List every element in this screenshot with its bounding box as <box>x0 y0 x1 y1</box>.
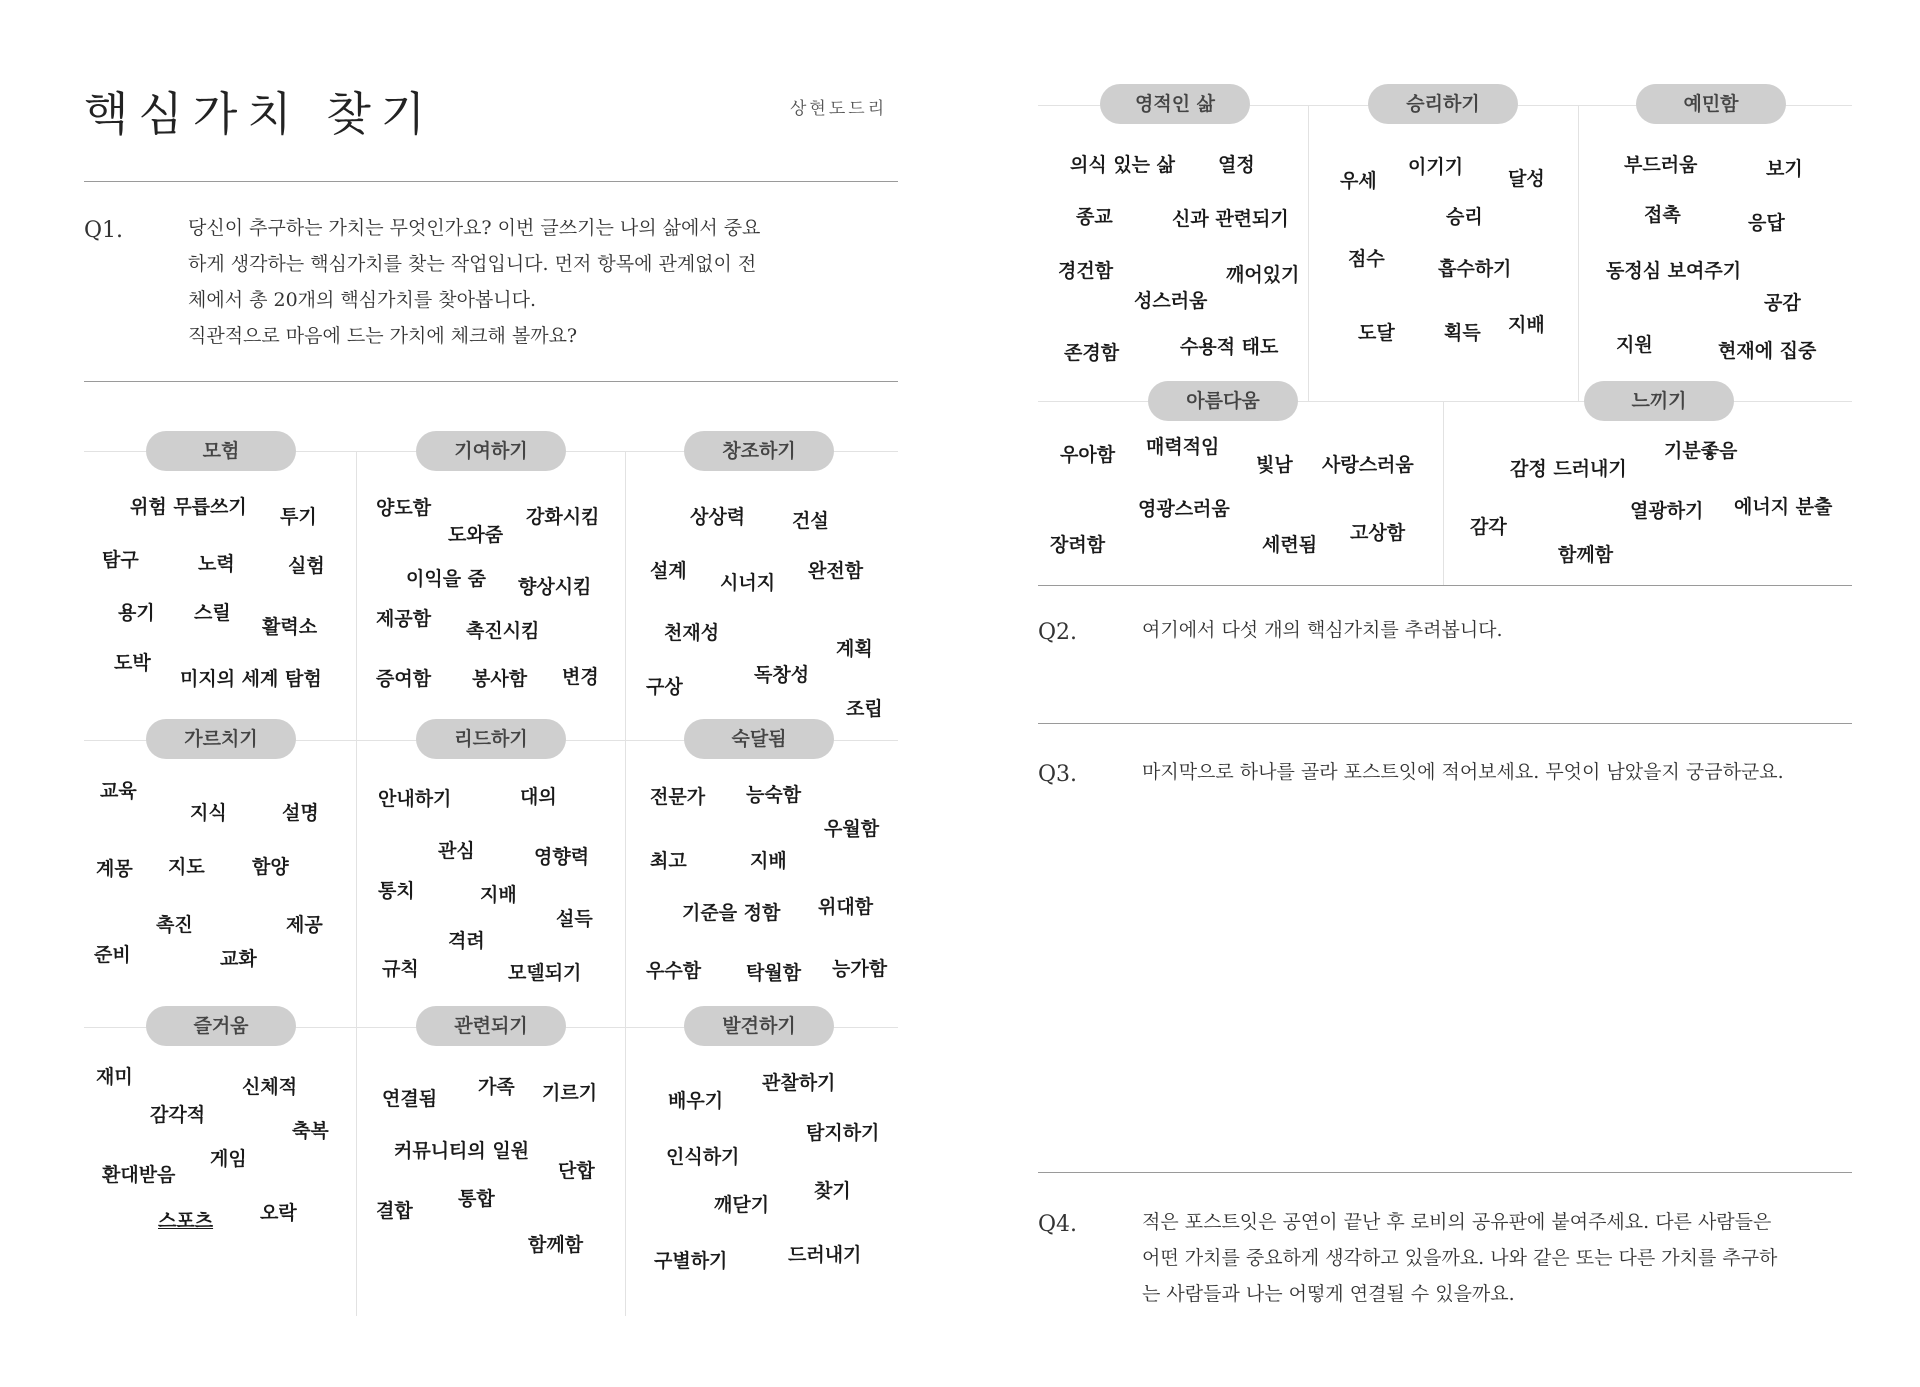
q4-line: 는 사람들과 나는 어떻게 연결될 수 있을까요. <box>1142 1283 1515 1305</box>
value-word[interactable]: 통치 <box>378 880 415 902</box>
q1-line: 직관적으로 마음에 드는 가치에 체크해 볼까요? <box>188 325 578 347</box>
value-word[interactable]: 지식 <box>190 802 227 824</box>
value-word[interactable]: 교육 <box>100 780 137 802</box>
value-word[interactable]: 규칙 <box>382 958 419 980</box>
value-word[interactable]: 경건함 <box>1058 260 1114 282</box>
value-word[interactable]: 지배 <box>750 850 787 872</box>
value-word[interactable]: 준비 <box>94 944 131 966</box>
value-word[interactable]: 승리 <box>1446 206 1483 228</box>
value-word[interactable]: 함양 <box>252 856 289 878</box>
category-lead: 리드하기 <box>416 719 566 759</box>
value-word[interactable]: 흡수하기 <box>1438 258 1512 280</box>
q2-number: Q2. <box>1038 620 1078 645</box>
category-teach: 가르치기 <box>146 719 296 759</box>
col-line <box>356 451 357 1316</box>
value-word[interactable]: 장려함 <box>1050 534 1106 556</box>
value-word[interactable]: 연결됨 <box>382 1088 438 1110</box>
category-feel: 느끼기 <box>1584 381 1734 421</box>
value-word[interactable]: 봉사함 <box>472 668 528 690</box>
value-word[interactable]: 건설 <box>792 510 829 532</box>
page-title: 핵심가치 찾기 <box>84 87 436 141</box>
col-line <box>1443 401 1444 585</box>
value-word[interactable]: 제공함 <box>376 608 432 630</box>
value-word[interactable]: 기분좋음 <box>1664 440 1738 462</box>
value-word[interactable]: 독창성 <box>754 664 810 686</box>
value-word[interactable]: 게임 <box>210 1148 247 1170</box>
category-contribute: 기여하기 <box>416 431 566 471</box>
value-word[interactable]: 존경함 <box>1064 342 1120 364</box>
value-word[interactable]: 기준을 정함 <box>682 902 781 924</box>
value-word[interactable]: 향상시킴 <box>518 576 592 598</box>
q4-number: Q4. <box>1038 1212 1078 1237</box>
value-word[interactable]: 성스러움 <box>1134 290 1208 312</box>
value-word[interactable]: 강화시킴 <box>526 506 600 528</box>
value-word[interactable]: 위험 무릅쓰기 <box>130 496 247 518</box>
value-word[interactable]: 관찰하기 <box>762 1072 836 1094</box>
value-word[interactable]: 설명 <box>282 802 319 824</box>
q3-number: Q3. <box>1038 762 1078 787</box>
value-word[interactable]: 스릴 <box>194 602 231 624</box>
value-word[interactable]: 실험 <box>288 555 325 577</box>
value-word[interactable]: 도와줌 <box>448 524 504 546</box>
value-word[interactable]: 모델되기 <box>508 962 582 984</box>
value-word[interactable]: 조립 <box>846 698 883 720</box>
value-word[interactable]: 용기 <box>118 602 155 624</box>
value-word[interactable]: 감각적 <box>150 1104 206 1126</box>
value-word[interactable]: 격려 <box>448 930 485 952</box>
category-adventure: 모험 <box>146 431 296 471</box>
value-word[interactable]: 깨닫기 <box>714 1194 770 1216</box>
q2-text: 여기에서 다섯 개의 핵심가치를 추려봅니다. <box>1142 619 1503 641</box>
value-word[interactable]: 능숙함 <box>746 784 802 806</box>
value-word[interactable]: 최고 <box>650 850 687 872</box>
author-name: 상현도드리 <box>790 99 888 119</box>
value-word[interactable]: 공감 <box>1764 292 1801 314</box>
value-word[interactable]: 지도 <box>168 856 205 878</box>
value-word[interactable]: 통합 <box>458 1188 495 1210</box>
value-word[interactable]: 미지의 세계 탐험 <box>180 668 322 690</box>
value-word[interactable]: 우세 <box>1340 170 1377 192</box>
col-line <box>1578 105 1579 401</box>
value-word[interactable]: 접촉 <box>1644 204 1681 226</box>
value-word[interactable]: 획득 <box>1444 322 1481 344</box>
value-word[interactable]: 동정심 보여주기 <box>1606 260 1742 282</box>
value-word[interactable]: 영광스러움 <box>1138 498 1230 520</box>
value-word[interactable]: 감정 드러내기 <box>1510 458 1627 480</box>
value-word[interactable]: 구상 <box>646 676 683 698</box>
value-word[interactable]: 이기기 <box>1408 156 1464 178</box>
category-beauty: 아름다움 <box>1148 381 1298 421</box>
value-word[interactable]: 부드러움 <box>1624 154 1698 176</box>
value-word[interactable]: 능가함 <box>832 958 888 980</box>
value-word[interactable]: 우수함 <box>646 960 702 982</box>
value-word[interactable]: 촉진 <box>156 914 193 936</box>
category-master: 숙달됨 <box>684 719 834 759</box>
value-word[interactable]: 에너지 분출 <box>1734 496 1833 518</box>
value-word[interactable]: 탁월함 <box>746 962 802 984</box>
value-word[interactable]: 결합 <box>376 1200 413 1222</box>
category-relate: 관련되기 <box>416 1006 566 1046</box>
q1-line: 당신이 추구하는 가치는 무엇인가요? 이번 글쓰기는 나의 삶에서 중요 <box>188 217 761 239</box>
category-spiritual: 영적인 삶 <box>1100 84 1250 124</box>
value-word[interactable]: 완전함 <box>808 560 864 582</box>
value-word[interactable]: 함께함 <box>528 1234 584 1256</box>
value-word[interactable]: 교화 <box>220 948 257 970</box>
value-word[interactable]: 감각 <box>1470 516 1507 538</box>
value-word[interactable]: 응답 <box>1748 212 1785 234</box>
q1-line: 하게 생각하는 핵심가치를 찾는 작업입니다. 먼저 항목에 관계없이 전 <box>188 253 757 275</box>
value-word[interactable]: 빛남 <box>1256 454 1293 476</box>
value-word[interactable]: 세련됨 <box>1262 534 1318 556</box>
value-word[interactable]: 대의 <box>520 786 557 808</box>
value-word[interactable]: 오락 <box>260 1202 297 1224</box>
col-line <box>1308 105 1309 401</box>
value-word[interactable]: 지배 <box>480 884 517 906</box>
value-word[interactable]: 환대받음 <box>102 1164 176 1186</box>
value-word[interactable]: 축복 <box>292 1120 329 1142</box>
value-word[interactable]: 촉진시킴 <box>466 620 540 642</box>
category-win: 승리하기 <box>1368 84 1518 124</box>
category-create: 창조하기 <box>684 431 834 471</box>
category-sensitive: 예민함 <box>1636 84 1786 124</box>
value-word[interactable]: 기르기 <box>542 1082 598 1104</box>
value-word[interactable]: 열정 <box>1218 154 1255 176</box>
value-word[interactable]: 변경 <box>562 666 599 688</box>
value-word[interactable]: 제공 <box>286 914 323 936</box>
value-word[interactable]: 탐구 <box>102 549 139 571</box>
value-word[interactable]: 신체적 <box>242 1076 298 1098</box>
q3-text: 마지막으로 하나를 골라 포스트잇에 적어보세요. 무엇이 남았을지 궁금하군요. <box>1142 761 1784 783</box>
value-word[interactable]: 재미 <box>96 1066 133 1088</box>
value-word[interactable]: 상상력 <box>690 506 746 528</box>
value-word[interactable]: 의식 있는 삶 <box>1070 154 1175 176</box>
value-word[interactable]: 열광하기 <box>1630 500 1704 522</box>
value-word[interactable]: 설계 <box>650 560 687 582</box>
value-word[interactable]: 신과 관련되기 <box>1172 208 1289 230</box>
value-word[interactable]: 전문가 <box>650 786 706 808</box>
value-word[interactable]: 이익을 줌 <box>406 568 487 590</box>
value-word[interactable]: 우아함 <box>1060 444 1116 466</box>
value-word[interactable]: 드러내기 <box>788 1244 862 1266</box>
category-discover: 발견하기 <box>684 1006 834 1046</box>
q2-divider <box>1038 723 1852 724</box>
value-word[interactable]: 설득 <box>556 908 593 930</box>
value-word[interactable]: 점수 <box>1348 248 1385 270</box>
value-word[interactable]: 수용적 태도 <box>1180 336 1279 358</box>
value-word[interactable]: 증여함 <box>376 668 432 690</box>
value-word[interactable]: 도박 <box>114 652 151 674</box>
value-word[interactable]: 가족 <box>478 1076 515 1098</box>
value-word[interactable]: 찾기 <box>814 1180 851 1202</box>
value-word[interactable]: 고상함 <box>1350 522 1406 544</box>
value-word[interactable]: 인식하기 <box>666 1146 740 1168</box>
q4-text <box>1142 1204 1777 1312</box>
value-word[interactable]: 지원 <box>1616 334 1653 356</box>
value-word[interactable]: 노력 <box>198 553 235 575</box>
value-word[interactable]: 달성 <box>1508 168 1545 190</box>
q1-line: 체에서 총 20개의 핵심가치를 찾아봅니다. <box>188 289 537 311</box>
q1-divider <box>84 381 898 382</box>
value-word[interactable]: 활력소 <box>262 616 318 638</box>
value-word[interactable]: 위대함 <box>818 896 874 918</box>
value-word[interactable]: 구별하기 <box>654 1250 728 1272</box>
title-divider <box>84 181 898 182</box>
value-word[interactable]: 단합 <box>558 1160 595 1182</box>
value-word[interactable]: 계획 <box>836 638 873 660</box>
q3-divider <box>1038 1172 1852 1173</box>
value-word[interactable]: 도달 <box>1358 322 1395 344</box>
q4-line: 적은 포스트잇은 공연이 끝난 후 로비의 공유판에 붙여주세요. 다른 사람들은 <box>1142 1211 1772 1233</box>
value-word[interactable]: 깨어있기 <box>1226 264 1300 286</box>
value-word[interactable]: 함께함 <box>1558 544 1614 566</box>
grid-bottom-divider <box>1038 585 1852 586</box>
value-word[interactable]: 천재성 <box>664 622 720 644</box>
value-word[interactable]: 시너지 <box>720 572 776 594</box>
col-line <box>625 451 626 1316</box>
value-word[interactable]: 탐지하기 <box>806 1122 880 1144</box>
q4-line: 어떤 가치를 중요하게 생각하고 있을까요. 나와 같은 또는 다른 가치를 추구하 <box>1142 1247 1778 1269</box>
value-word[interactable]: 우월함 <box>824 818 880 840</box>
q1-text <box>188 210 760 354</box>
value-word[interactable]: 사랑스러움 <box>1322 454 1414 476</box>
value-word[interactable]: 양도함 <box>376 497 432 519</box>
category-joy: 즐거움 <box>146 1006 296 1046</box>
value-word[interactable]: 스포츠 <box>158 1210 214 1232</box>
value-word[interactable]: 투기 <box>280 506 317 528</box>
value-word[interactable]: 지배 <box>1508 314 1545 336</box>
value-word[interactable]: 커뮤니티의 일원 <box>394 1140 530 1162</box>
q1-number: Q1. <box>84 218 124 243</box>
value-word[interactable]: 매력적임 <box>1146 436 1220 458</box>
value-word[interactable]: 계몽 <box>96 858 133 880</box>
value-word[interactable]: 배우기 <box>668 1090 724 1112</box>
value-word[interactable]: 보기 <box>1766 158 1803 180</box>
value-word[interactable]: 관심 <box>438 840 475 862</box>
value-word[interactable]: 안내하기 <box>378 788 452 810</box>
value-word[interactable]: 종교 <box>1076 206 1113 228</box>
value-word[interactable]: 현재에 집중 <box>1718 340 1817 362</box>
value-word[interactable]: 영향력 <box>534 846 590 868</box>
